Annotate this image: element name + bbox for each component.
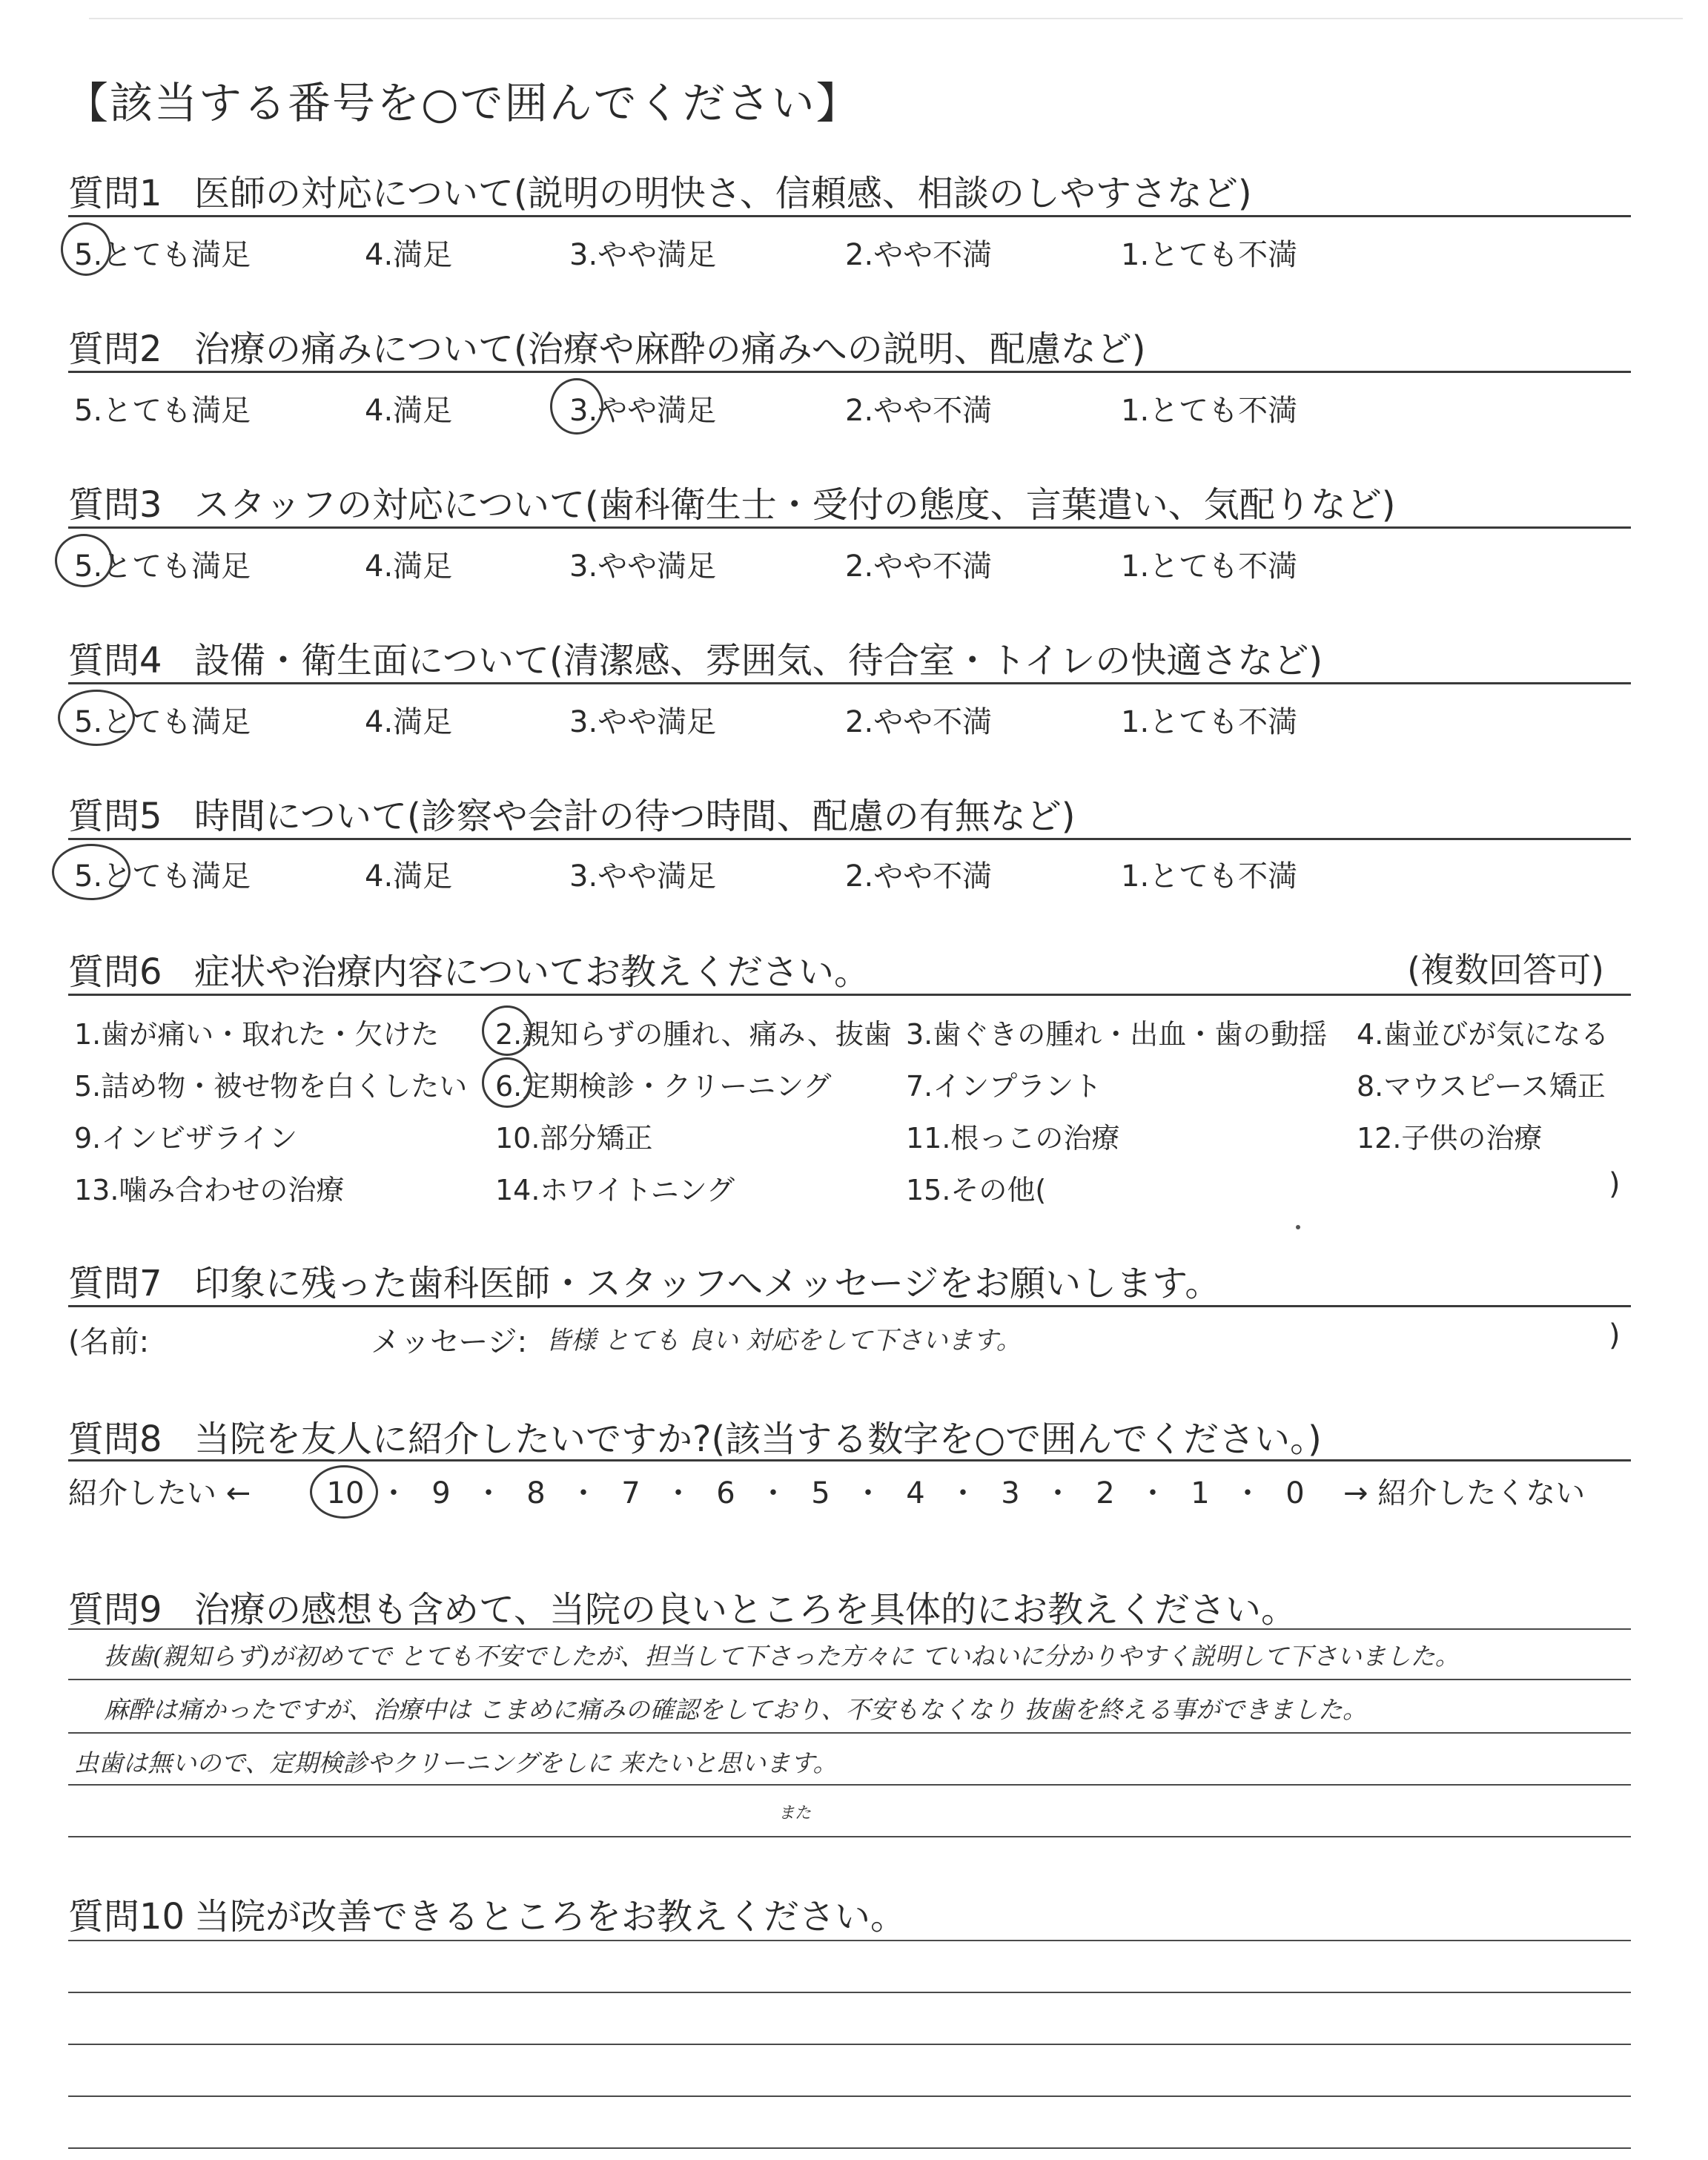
symptom-option-13[interactable]: 13.噛み合わせの治療 bbox=[74, 1174, 345, 1206]
writing-line bbox=[68, 1784, 1631, 1786]
scale-value-4[interactable]: 4 bbox=[906, 1476, 925, 1510]
question-text: 症状や治療内容についてお教えください。 bbox=[194, 951, 870, 993]
question-6 bbox=[68, 943, 870, 994]
selection-circle bbox=[482, 1005, 532, 1056]
scale-separator: ・ bbox=[853, 1476, 883, 1510]
q2-option-2[interactable]: 2.やや不満 bbox=[845, 394, 993, 428]
symptom-option-3[interactable]: 3.歯ぐきの腫れ・出血・歯の動揺 bbox=[906, 1018, 1328, 1051]
divider bbox=[68, 994, 1631, 996]
q5-option-1[interactable]: 1.とても不満 bbox=[1121, 859, 1298, 894]
top-border bbox=[89, 18, 1683, 19]
symptom-option-8[interactable]: 8.マウスピース矯正 bbox=[1357, 1070, 1606, 1103]
insertion-note: また bbox=[778, 1804, 812, 1823]
recommend-scale bbox=[68, 1470, 1585, 1512]
scale-value-8[interactable]: 8 bbox=[526, 1476, 546, 1510]
selection-circle bbox=[52, 844, 130, 900]
writing-line bbox=[68, 1679, 1631, 1680]
question-number: 質問9 bbox=[68, 1589, 162, 1631]
writing-line bbox=[68, 1628, 1631, 1630]
q2-option-1[interactable]: 1.とても不満 bbox=[1121, 394, 1298, 428]
question-number: 質問3 bbox=[68, 484, 162, 526]
q3-option-5[interactable]: 5.とても満足 bbox=[74, 549, 251, 584]
question-2 bbox=[68, 320, 1146, 371]
question-4 bbox=[68, 632, 1323, 683]
comment-line-2[interactable]: 麻酔は痛かったですが、治療中は こまめに痛みの確認をしており、不安もなくなり 抜歯を終える事ができました。 bbox=[104, 1695, 1367, 1724]
scale-separator: ・ bbox=[569, 1476, 598, 1510]
question-number: 質問6 bbox=[68, 951, 162, 993]
question-number: 質問8 bbox=[68, 1418, 162, 1460]
divider bbox=[68, 838, 1631, 840]
form-heading: 【該当する番号を○で囲んでください】 bbox=[65, 78, 861, 128]
question-text: 治療の痛みについて(治療や麻酔の痛みへの説明、配慮など) bbox=[194, 328, 1146, 370]
q4-option-4[interactable]: 4.満足 bbox=[365, 705, 453, 739]
divider bbox=[68, 682, 1631, 684]
question-number: 質問10 bbox=[68, 1896, 185, 1938]
q1-option-1[interactable]: 1.とても不満 bbox=[1121, 238, 1298, 272]
selection-circle bbox=[58, 690, 135, 746]
symptom-option-6[interactable]: 6.定期検診・クリーニング bbox=[495, 1070, 832, 1103]
symptom-option-4[interactable]: 4.歯並びが気になる bbox=[1357, 1018, 1609, 1051]
question-number: 質問7 bbox=[68, 1263, 162, 1304]
question-text: 医師の対応について(説明の明快さ、信頼感、相談のしやすさなど) bbox=[194, 173, 1252, 214]
q5-option-3[interactable]: 3.やや満足 bbox=[569, 859, 717, 894]
q4-option-3[interactable]: 3.やや満足 bbox=[569, 705, 717, 739]
selection-circle bbox=[482, 1057, 532, 1108]
question-text: 印象に残った歯科医師・スタッフへメッセージをお願いします。 bbox=[194, 1263, 1221, 1304]
scale-value-9[interactable]: 9 bbox=[431, 1476, 451, 1510]
selection-circle bbox=[55, 534, 113, 587]
question-9 bbox=[68, 1581, 1297, 1632]
comment-line-1[interactable]: 抜歯(親知らず)が初めてで とても不安でしたが、担当して下さった方々に ていねいに分かりやすく説明して下さいました。 bbox=[104, 1642, 1460, 1671]
scale-value-10[interactable]: 10 bbox=[326, 1476, 365, 1510]
scale-separator: ・ bbox=[663, 1476, 693, 1510]
q1-option-4[interactable]: 4.満足 bbox=[365, 238, 453, 272]
q1-option-2[interactable]: 2.やや不満 bbox=[845, 238, 993, 272]
selection-circle bbox=[550, 378, 603, 435]
question-7 bbox=[68, 1255, 1220, 1306]
q2-option-4[interactable]: 4.満足 bbox=[365, 394, 453, 428]
q3-option-4[interactable]: 4.満足 bbox=[365, 549, 453, 584]
question-text: 当院が改善できるところをお教えください。 bbox=[194, 1896, 907, 1938]
q3-option-3[interactable]: 3.やや満足 bbox=[569, 549, 717, 584]
name-label: (名前: bbox=[68, 1325, 150, 1359]
symptom-option-7[interactable]: 7.インプラント bbox=[906, 1070, 1102, 1103]
question-8 bbox=[68, 1410, 1322, 1462]
divider bbox=[68, 526, 1631, 529]
q5-option-5[interactable]: 5.とても満足 bbox=[74, 859, 251, 894]
scale-separator: ・ bbox=[1233, 1476, 1262, 1510]
symptom-option-14[interactable]: 14.ホワイトニング bbox=[495, 1174, 735, 1206]
writing-line bbox=[68, 1836, 1631, 1837]
q4-option-1[interactable]: 1.とても不満 bbox=[1121, 705, 1298, 739]
q4-option-2[interactable]: 2.やや不満 bbox=[845, 705, 993, 739]
scale-value-0[interactable]: 0 bbox=[1285, 1476, 1305, 1510]
writing-line bbox=[68, 1940, 1631, 1941]
writing-line bbox=[68, 1732, 1631, 1734]
question-5 bbox=[68, 787, 1076, 839]
message-handwritten[interactable]: 皆様 とても 良い 対応をして下さいます。 bbox=[546, 1326, 1022, 1355]
question-3 bbox=[68, 476, 1396, 527]
q5-option-2[interactable]: 2.やや不満 bbox=[845, 859, 993, 894]
multiple-answers-note: (複数回答可) bbox=[1407, 950, 1604, 990]
scale-value-7[interactable]: 7 bbox=[621, 1476, 640, 1510]
selection-circle bbox=[61, 222, 111, 276]
scale-left-label: 紹介したい ← bbox=[68, 1476, 251, 1510]
stray-mark bbox=[1296, 1225, 1300, 1229]
q3-option-2[interactable]: 2.やや不満 bbox=[845, 549, 993, 584]
question-text: 時間について(診察や会計の待つ時間、配慮の有無など) bbox=[194, 796, 1076, 837]
scale-separator: ・ bbox=[379, 1476, 408, 1510]
question-number: 質問4 bbox=[68, 640, 162, 681]
question-number: 質問5 bbox=[68, 796, 162, 837]
symptom-option-1[interactable]: 1.歯が痛い・取れた・欠けた bbox=[74, 1018, 440, 1051]
scale-separator: ・ bbox=[948, 1476, 978, 1510]
divider bbox=[68, 1305, 1631, 1307]
question-text: 治療の感想も含めて、当院の良いところを具体的にお教えください。 bbox=[194, 1589, 1297, 1631]
question-10 bbox=[68, 1888, 906, 1939]
writing-line bbox=[68, 2044, 1631, 2045]
scale-separator: ・ bbox=[1043, 1476, 1073, 1510]
q1-option-5[interactable]: 5.とても満足 bbox=[74, 238, 251, 272]
q1-option-3[interactable]: 3.やや満足 bbox=[569, 238, 717, 272]
divider bbox=[68, 215, 1631, 217]
scale-separator: ・ bbox=[1138, 1476, 1168, 1510]
question-number: 質問1 bbox=[68, 173, 162, 214]
comment-line-3[interactable]: 虫歯は無いので、定期検診やクリーニングをしに 来たいと思います。 bbox=[74, 1748, 838, 1777]
q2-option-5[interactable]: 5.とても満足 bbox=[74, 394, 251, 428]
scale-value-5[interactable]: 5 bbox=[811, 1476, 830, 1510]
scale-value-1[interactable]: 1 bbox=[1191, 1476, 1210, 1510]
divider bbox=[68, 1459, 1631, 1462]
scale-value-2[interactable]: 2 bbox=[1096, 1476, 1115, 1510]
q5-option-4[interactable]: 4.満足 bbox=[365, 859, 453, 894]
question-text: スタッフの対応について(歯科衛生士・受付の態度、言葉遣い、気配りなど) bbox=[194, 484, 1396, 526]
symptom-option-5[interactable]: 5.詰め物・被せ物を白くしたい bbox=[74, 1070, 468, 1103]
symptom-option-12[interactable]: 12.子供の治療 bbox=[1357, 1122, 1543, 1155]
scale-separator: ・ bbox=[474, 1476, 503, 1510]
question-number: 質問2 bbox=[68, 328, 162, 370]
question-text: 設備・衛生面について(清潔感、雰囲気、待合室・トイレの快適さなど) bbox=[194, 640, 1323, 681]
symptom-option-9[interactable]: 9.インビザライン bbox=[74, 1122, 298, 1155]
q4-option-5[interactable]: 5.とても満足 bbox=[74, 705, 251, 739]
question-1 bbox=[68, 165, 1252, 216]
writing-line bbox=[68, 2147, 1631, 2149]
scale-separator: ・ bbox=[758, 1476, 788, 1510]
writing-line bbox=[68, 2095, 1631, 2097]
q2-option-3[interactable]: 3.やや満足 bbox=[569, 394, 717, 428]
divider bbox=[68, 371, 1631, 373]
q3-option-1[interactable]: 1.とても不満 bbox=[1121, 549, 1298, 584]
close-paren: ) bbox=[1609, 1318, 1621, 1353]
scale-right-label: → 紹介したくない bbox=[1343, 1476, 1586, 1510]
writing-line bbox=[68, 1992, 1631, 1993]
symptom-option-2[interactable]: 2.親知らずの腫れ、痛み、抜歯 bbox=[495, 1018, 892, 1051]
symptom-option-15[interactable]: 15.その他( bbox=[906, 1174, 1047, 1206]
selection-circle bbox=[310, 1465, 378, 1519]
scale-value-3[interactable]: 3 bbox=[1001, 1476, 1020, 1510]
message-label: メッセージ: bbox=[371, 1325, 528, 1359]
question-text: 当院を友人に紹介したいですか?(該当する数字を○で囲んでください。) bbox=[194, 1418, 1322, 1460]
close-paren: ) bbox=[1609, 1167, 1621, 1201]
symptom-option-10[interactable]: 10.部分矯正 bbox=[495, 1122, 653, 1155]
symptom-option-11[interactable]: 11.根っこの治療 bbox=[906, 1122, 1120, 1155]
scale-value-6[interactable]: 6 bbox=[716, 1476, 735, 1510]
